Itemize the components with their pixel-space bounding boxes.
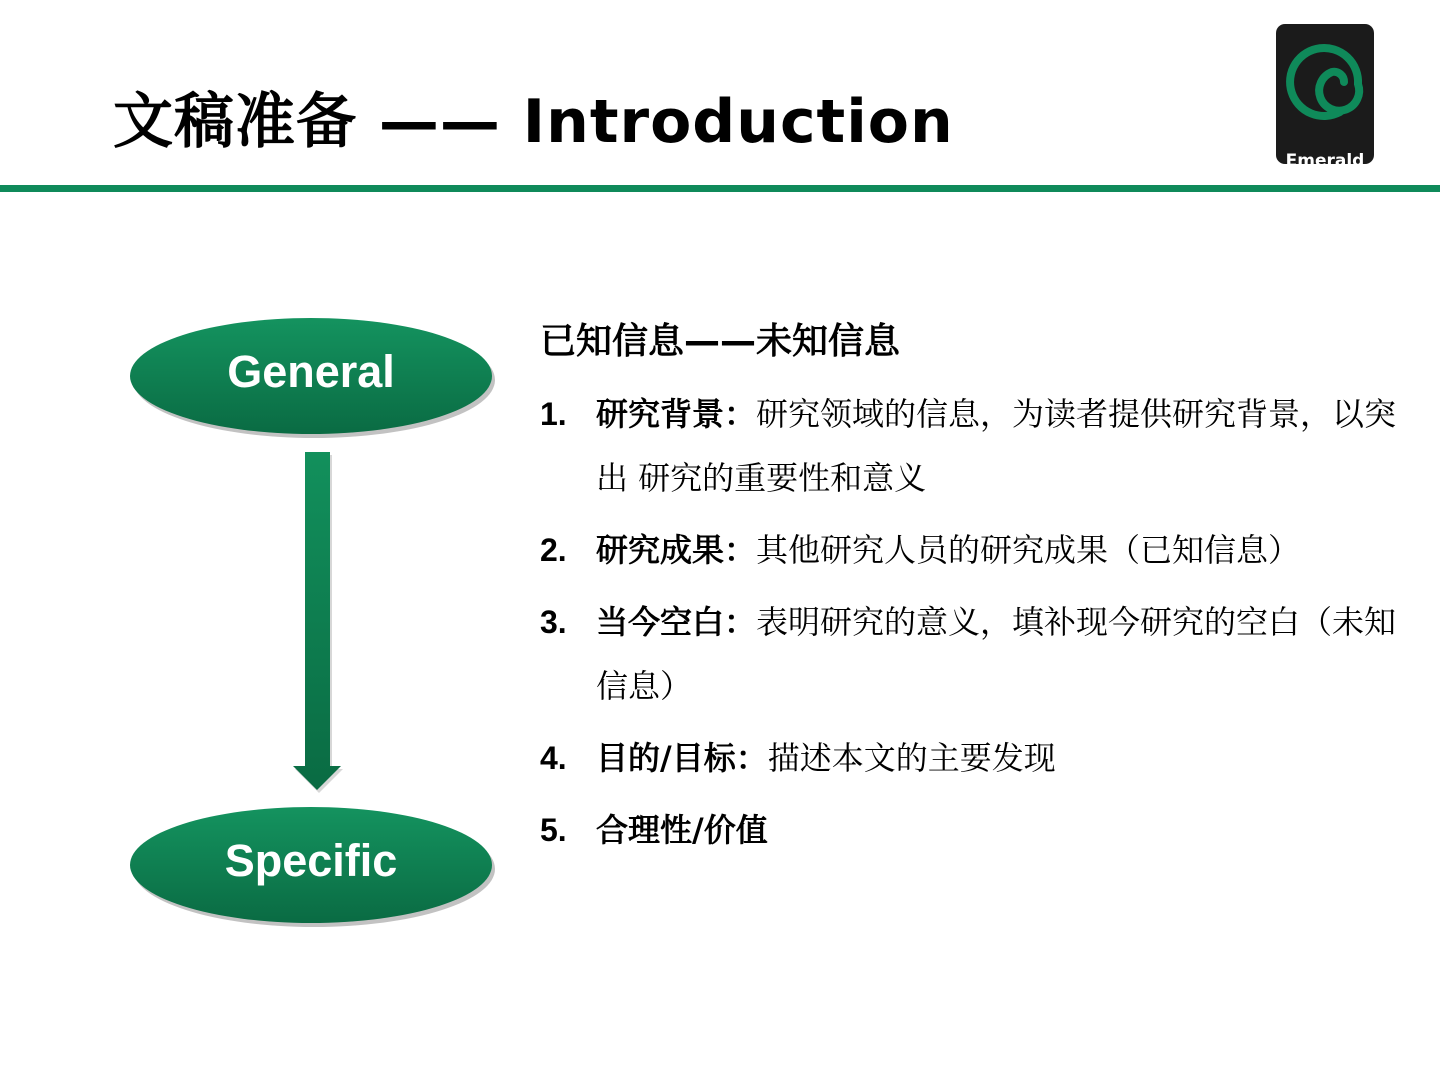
list-item	[540, 798, 1420, 862]
content-panel	[540, 314, 1420, 870]
list-item	[540, 382, 1420, 510]
item-text: 描述本文的主要发现	[767, 739, 1056, 777]
item-number: 2.	[540, 532, 567, 568]
item-list	[540, 382, 1420, 862]
list-item	[540, 518, 1420, 582]
item-number: 3.	[540, 604, 567, 640]
item-number: 5.	[540, 812, 567, 848]
item-label: 研究背景：	[596, 395, 757, 433]
down-arrow-icon	[293, 452, 343, 793]
item-label: 研究成果：	[596, 531, 757, 569]
item-label: 目的/目标：	[596, 739, 768, 777]
general-label: General	[227, 346, 395, 397]
item-label: 当今空白：	[596, 603, 757, 641]
slide-title: 文稿准备 —— Introduction	[113, 87, 954, 157]
list-item	[540, 590, 1420, 718]
logo-text: Emerald	[1285, 151, 1365, 171]
item-text: 表明研究的意义，填补现今研究的空白（未知信息）	[596, 603, 1397, 705]
specific-label: Specific	[224, 835, 398, 886]
list-item	[540, 726, 1420, 790]
item-label: 合理性/价值	[596, 811, 768, 849]
item-number: 1.	[540, 396, 567, 432]
item-text: 研究领域的信息，为读者提供研究背景，以突出 研究的重要性和意义	[596, 395, 1397, 497]
item-text: 其他研究人员的研究成果（已知信息）	[756, 531, 1301, 569]
content-heading: 已知信息——未知信息	[540, 321, 901, 362]
item-number: 4.	[540, 740, 567, 776]
